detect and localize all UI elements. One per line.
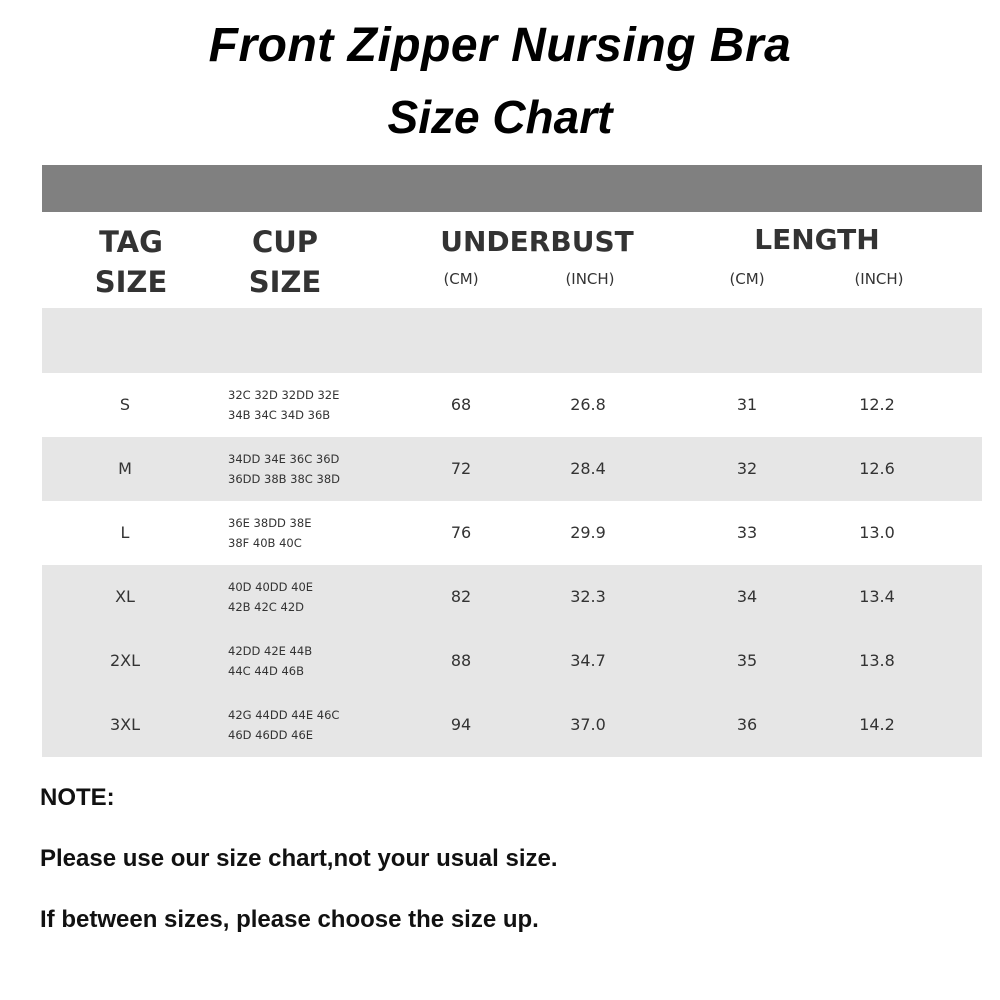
page-title: Front Zipper Nursing Bra	[208, 19, 792, 72]
length-cm-cell: 32	[736, 459, 758, 478]
cup-size-line: 40D 40DD 40E	[228, 580, 314, 594]
length-cm-cell: 35	[736, 651, 758, 670]
cup-size-cell	[228, 513, 398, 557]
underbust-cm-cell: 94	[450, 715, 472, 734]
underbust-cm-cell: 68	[450, 395, 472, 414]
underbust-inch-cell: 29.9	[570, 523, 606, 542]
note-heading: NOTE:	[40, 784, 115, 811]
note-line: If between sizes, please choose the size up.	[40, 906, 539, 933]
cup-size-cell	[228, 385, 398, 429]
header-tag-size	[72, 222, 190, 302]
cup-size-cell	[228, 705, 398, 749]
length-cm-cell: 34	[736, 587, 758, 606]
table-spacer-row	[42, 308, 982, 373]
header-cup-size	[226, 222, 344, 302]
table-row	[42, 373, 982, 437]
underbust-inch-cell: 37.0	[570, 715, 606, 734]
cup-size-cell	[228, 577, 398, 621]
header-underbust-cm: (CM)	[443, 270, 479, 288]
header-cup-size-line2: SIZE	[248, 265, 322, 299]
header-length-cm: (CM)	[729, 270, 765, 288]
cup-size-cell	[228, 641, 398, 685]
header-length-inch: (INCH)	[854, 270, 904, 288]
length-inch-cell: 14.2	[859, 715, 895, 734]
note-line: Please use our size chart,not your usual size.	[40, 845, 558, 872]
underbust-cm-cell: 82	[450, 587, 472, 606]
tag-size-cell: M	[118, 459, 132, 478]
tag-size-cell: 2XL	[109, 651, 141, 670]
length-inch-cell: 12.2	[859, 395, 895, 414]
header-tag-size-line2: SIZE	[94, 265, 168, 299]
header-tag-size-line1: TAG	[99, 225, 163, 259]
underbust-cm-cell: 88	[450, 651, 472, 670]
table-row	[42, 501, 982, 565]
table-row	[42, 437, 982, 501]
length-cm-cell: 33	[736, 523, 758, 542]
underbust-inch-cell: 32.3	[570, 587, 606, 606]
table-header	[42, 212, 982, 308]
cup-size-line: 36DD 38B 38C 38D	[228, 472, 340, 486]
length-cm-cell: 31	[736, 395, 758, 414]
underbust-inch-cell: 26.8	[570, 395, 606, 414]
table-row	[42, 693, 982, 757]
cup-size-cell	[228, 449, 398, 493]
underbust-cm-cell: 76	[450, 523, 472, 542]
length-inch-cell: 13.4	[859, 587, 895, 606]
cup-size-line: 42G 44DD 44E 46C	[228, 708, 340, 722]
table-top-bar	[42, 165, 982, 212]
header-underbust: UNDERBUST	[440, 225, 634, 258]
page-subtitle: Size Chart	[387, 91, 613, 143]
header-length: LENGTH	[754, 223, 880, 256]
header-underbust-inch: (INCH)	[565, 270, 615, 288]
tag-size-cell: S	[119, 395, 131, 414]
cup-size-line: 42DD 42E 44B	[228, 644, 313, 658]
length-inch-cell: 12.6	[859, 459, 895, 478]
underbust-inch-cell: 34.7	[570, 651, 606, 670]
cup-size-line: 32C 32D 32DD 32E	[228, 388, 340, 402]
underbust-cm-cell: 72	[450, 459, 472, 478]
cup-size-line: 44C 44D 46B	[228, 664, 304, 678]
cup-size-line: 34DD 34E 36C 36D	[228, 452, 340, 466]
table-row	[42, 629, 982, 693]
size-chart-table	[42, 165, 982, 757]
cup-size-line: 42B 42C 42D	[228, 600, 304, 614]
tag-size-cell: L	[120, 523, 130, 542]
cup-size-line: 36E 38DD 38E	[228, 516, 312, 530]
cup-size-line: 38F 40B 40C	[228, 536, 302, 550]
tag-size-cell: XL	[115, 587, 135, 606]
cup-size-line: 34B 34C 34D 36B	[228, 408, 331, 422]
tag-size-cell: 3XL	[109, 715, 141, 734]
length-cm-cell: 36	[736, 715, 758, 734]
header-cup-size-line1: CUP	[251, 225, 319, 259]
length-inch-cell: 13.0	[859, 523, 895, 542]
underbust-inch-cell: 28.4	[570, 459, 606, 478]
cup-size-line: 46D 46DD 46E	[228, 728, 314, 742]
length-inch-cell: 13.8	[859, 651, 895, 670]
table-row	[42, 565, 982, 629]
